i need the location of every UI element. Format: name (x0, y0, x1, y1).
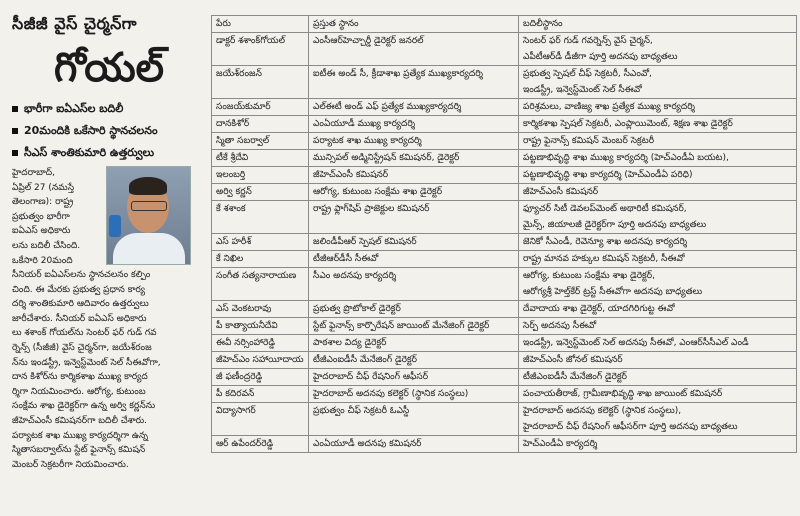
cell-name: పీ కాత్యాయనీదేవి (212, 318, 309, 335)
cell-current: హైదరాబాద్ చీఫ్ రేషనింగ్ ఆఫీసర్ (309, 369, 519, 386)
cell-new (519, 318, 797, 335)
cell-current: ఆరోగ్య, కుటుంబ సంక్షేమ శాఖ డైరెక్టర్ (309, 184, 519, 201)
table-row (212, 99, 797, 116)
table-row (212, 201, 797, 234)
transfer-table (211, 15, 797, 453)
cell-name: దానకిశోర్ (212, 116, 309, 133)
cell-new (519, 184, 797, 201)
cell-new (519, 234, 797, 251)
bullet-icon (12, 106, 18, 112)
table-row (212, 403, 797, 436)
cell-name: జయేశ్‌రంజన్ (212, 66, 309, 99)
column-header-new: బదిలీస్థానం (519, 16, 797, 33)
table-row (212, 369, 797, 386)
table-row (212, 436, 797, 453)
cell-new (519, 403, 797, 436)
cell-new-line: పరిశ్రమలు, వాణిజ్య శాఖ ప్రత్యేక ముఖ్య కార్యదర్శి (523, 102, 696, 112)
headline-kicker: సీజీజీ వైస్ చైర్మన్‌గా (12, 14, 138, 33)
cell-new-line: జెనికో సీఎండీ, రెవెన్యూ శాఖ అదనపు కార్యదర్శి (523, 237, 688, 247)
cell-name: సంగీత సత్యనారాయణ (212, 268, 309, 301)
cell-new (519, 386, 797, 403)
cell-current: స్టేట్ ఫైనాన్స్ కార్పొరేషన్ జాయింట్ మేనేజింగ్ డైరెక్టర్ (309, 318, 519, 335)
cell-current: రాష్ట్ర ఫ్లాగ్‌షిప్ ప్రాజెక్టుల కమిషనర్ (309, 201, 519, 234)
cell-name: విద్యాసాగర్ (212, 403, 309, 436)
cell-new (519, 301, 797, 318)
table-row (212, 335, 797, 352)
cell-name: ఎస్ హరీశ్ (212, 234, 309, 251)
cell-name: డాక్టర్ శశాంక్‌గోయల్ (212, 33, 309, 66)
bullet-icon (12, 150, 18, 156)
table-row (212, 116, 797, 133)
cell-current: సీఎం అదనపు కార్యదర్శి (309, 268, 519, 301)
cell-new-line: దేవాదాయ శాఖ డైరెక్టర్, యాదగిరిగుట్ట ఈవో (523, 304, 675, 314)
cell-new (519, 436, 797, 453)
cell-current: జీహెచ్ఎంసీ కమిషనర్ (309, 167, 519, 184)
cell-new-line: రాష్ట్ర ఫైనాన్స్ కమిషన్ మెంబర్ సెక్రటరీ (523, 136, 655, 146)
table-row (212, 268, 797, 301)
cell-new (519, 150, 797, 167)
cell-current: ఐటీఈ అండ్ సీ, క్రీడాశాఖ ప్రత్యేక ముఖ్యకార్యదర్శి (309, 66, 519, 99)
cell-new (519, 352, 797, 369)
bullet-item: భారీగా ఐఏఎస్‌ల బదిలీ (12, 102, 198, 118)
table-row (212, 234, 797, 251)
cell-new-line: హైదరాబాద్ చీఫ్ రేషనింగ్ ఆఫీసర్‌గా పూర్తి అదనపు బాధ్యతలు (523, 422, 738, 432)
cell-current: పాఠశాల విద్య డైరెక్టర్ (309, 335, 519, 352)
cell-current: ఎంసీఆర్‌హెచ్చార్డీ డైరెక్టర్ జనరల్ (309, 33, 519, 66)
cell-new (519, 251, 797, 268)
cell-new-line: ఫ్యూచర్ సిటీ డెవలప్‌మెంట్ అథారిటీ కమిషనర్, (523, 204, 687, 214)
cell-name: పీ కదిరవన్ (212, 386, 309, 403)
table-header-row (212, 16, 797, 33)
table-row (212, 150, 797, 167)
cell-new-line: పట్టణాభివృద్ధి శాఖ ముఖ్య కార్యదర్శి (హెచ్‌ఎండీఏ బయట), (523, 153, 729, 163)
cell-new (519, 335, 797, 352)
cell-new (519, 369, 797, 386)
cell-name: ఆర్ ఉపేందర్‌రెడ్డి (212, 436, 309, 453)
table-row (212, 352, 797, 369)
cell-new (519, 99, 797, 116)
cell-current: పర్యాటక శాఖ ముఖ్య కార్యదర్శి (309, 133, 519, 150)
cell-new-line: టీజీఎంఐడీసీ మేనేజింగ్ డైరెక్టర్ (523, 372, 627, 382)
cell-current: జలిండీపీఆర్ స్పెషల్ కమిషనర్ (309, 234, 519, 251)
article-column (0, 0, 200, 516)
table-row (212, 386, 797, 403)
cell-new-line: పట్టణాభివృద్ధి శాఖ కార్యదర్శి (హెచ్ఎండీఏ పరిధి) (523, 170, 693, 180)
cell-new-line: సెర్ప్ అదనపు సీఈవో (523, 321, 597, 331)
cell-new-line: జీహెచ్‌ఎంసీ జోనల్ కమిషనర్ (523, 355, 623, 365)
table-body (212, 33, 797, 453)
cell-new-line: జీహెచ్‌ఎంసీ కమిషనర్ (523, 187, 599, 197)
bullet-item: 20మందికి ఒకేసారి స్థానచలనం (12, 124, 198, 140)
table-row (212, 318, 797, 335)
cell-new-line: రాష్ట్ర మానవ హక్కుల కమిషన్ సెక్రటరీ, సీఈవో (523, 254, 685, 264)
cell-name: కే నిఖిల (212, 251, 309, 268)
cell-name: ఈవీ నర్సింహారెడ్డి (212, 335, 309, 352)
table-row (212, 66, 797, 99)
cell-new (519, 33, 797, 66)
cell-current: ఎంఏయూడీ ముఖ్య కార్యదర్శి (309, 116, 519, 133)
cell-name: ఎస్ వెంకటరావు (212, 301, 309, 318)
cell-name: టీకే శ్రీదేవి (212, 150, 309, 167)
cell-new (519, 66, 797, 99)
cell-current: ప్రభుత్వం చీఫ్ సెక్రటరీ ఓఎస్డీ (309, 403, 519, 436)
cell-name: కే శశాంక (212, 201, 309, 234)
cell-new-line: కార్మికశాఖ స్పెషల్ సెక్రటరీ, ఎంప్లాయిమెంట్, శిక్షణ శాఖ డైరెక్టర్ (523, 119, 733, 129)
bullet-icon (12, 128, 18, 134)
cell-new-line: హెచ్ఎండీఏ కార్యదర్శి (523, 439, 598, 449)
cell-new-line: ఎపీటీఆర్‌డీ డీజీగా పూర్తి అదనపు బాధ్యతలు (523, 52, 678, 62)
cell-new (519, 116, 797, 133)
cell-new-line: ప్రభుత్వ స్పెషల్ చీఫ్ సెక్రటరీ, సీఎంవో, (523, 69, 652, 79)
column-header-name: పేరు (212, 16, 309, 33)
cell-new-line: ఇండస్ట్రీ, ఇన్వెస్ట్‌మెంట్ సెల్ అదనపు సీఈవో, ఎంఆర్‌సీసీఎల్ ఎండీ (523, 338, 749, 348)
cell-name: అర్వి కర్ణన్ (212, 184, 309, 201)
cell-new-line: ఆరోగ్య, కుటుంబ సంక్షేమ శాఖ డైరెక్టర్, (523, 271, 655, 281)
column-header-current: ప్రస్తుత స్థానం (309, 16, 519, 33)
cell-name: జీహెచ్‌ఎం సహాయీదాయ (212, 352, 309, 369)
cell-current: టీజీఆర్‌డీసీ సీఈవో (309, 251, 519, 268)
cell-name: సంజయ్‌కుమార్ (212, 99, 309, 116)
article-body: సీనియర్ ఐఏఎస్‌లను స్థానచలనం కల్పిం చింది. ఈ మేరకు ప్రభుత్వ ప్రధాన కార్య దర్శి శాంతికుమారి ఆదివారం ఉత్తర్వులు జారీచేశారు. సీనియర్ ఐఏఎస్ అధికారు లు శశాంక్ గోయల్‌ను సెంటర్ ఫర్ గుడ్ గవ ర్నెన్స్ (సీజీజీ) వైస్ చైర్మన్‌గా, జయేశ్‌రంజ న్‌ను ఇండస్ట్రీ, ఇన్వెస్ట్‌మెంట్ సెల్ సీఈవోగా, దాన కిశోర్‌ను కార్మికశాఖ ముఖ్య కార్యద ర్శిగా నియమించారు. ఆరోగ్య, కుటుంబ సంక్షేమ శాఖ డైరెక్టర్‌గా ఉన్న అర్వి కర్ణన్‌ను జీహెచ్‌ఎంసీ కమిషనర్‌గా బదిలీ చేశారు. పర్యాటక శాఖ ముఖ్య కార్యదర్శిగా ఉన్న స్మితాసబర్వాల్‌ను స్టేట్ ఫైనాన్స్ కమిషన్ మెంబర్ సెక్రటరీగా నియమించారు. (12, 270, 161, 470)
cell-new-line: ఆరోగ్యశ్రీ హెల్త్‌కేర్ ట్రస్ట్ సీఈవోగా అదనపు బాధ్యతలు (523, 287, 703, 297)
cell-current: మున్సిపల్ అడ్మినిస్ట్రేషన్ కమిషనర్, డైరెక్టర్ (309, 150, 519, 167)
cell-new-line: పంచాయతీరాజ్, గ్రామీణాభివృద్ధి శాఖ జాయింట్ కమిషనర్ (523, 389, 723, 399)
cell-new-line: మైన్స్, జియాలజీ డైరెక్టర్‌గా పూర్తి అదనపు బాధ్యతలు (523, 220, 707, 230)
article-intro: హైదరాబాద్, ఏప్రిల్ 27 (నమస్తే తెలంగాణ): రాష్ట్ర ప్రభుత్వం భారీగా ఐఏఎస్ అధికారు లను బదిలీ చేసింది. ఒకేసారి 20మంది (12, 168, 81, 266)
bullet-item: సీఎస్ శాంతికుమారి ఉత్తర్వులు (12, 146, 198, 162)
cell-new-line: హైదరాబాద్ అదనపు కలెక్టర్ (స్థానిక సంస్థలు), (523, 406, 682, 416)
cell-new (519, 268, 797, 301)
cell-new-line: ఇండస్ట్రీ, ఇన్వెస్ట్‌మెంట్ సెల్ సీఈవో (523, 85, 642, 95)
cell-current: ఎంఏయూడీ అదనపు కమిషనర్ (309, 436, 519, 453)
cell-new (519, 167, 797, 184)
cell-new (519, 133, 797, 150)
cell-current: ప్రభుత్వ ప్రొటోకాల్ డైరెక్టర్ (309, 301, 519, 318)
cell-current: ఎల్ఈటీ అండ్ ఎఫ్ ప్రత్యేక ముఖ్యకార్యదర్శి (309, 99, 519, 116)
table-row (212, 251, 797, 268)
table-row (212, 167, 797, 184)
portrait-photo (106, 166, 191, 265)
table-row (212, 301, 797, 318)
cell-name: జీ ఫణీంద్రరెడ్డి (212, 369, 309, 386)
table-row (212, 133, 797, 150)
cell-current: టీజీఎంఐడీసీ మేనేజింగ్ డైరెక్టర్ (309, 352, 519, 369)
cell-new (519, 201, 797, 234)
cell-name: స్మితా సబర్వాల్ (212, 133, 309, 150)
cell-current: హైదరాబాద్ అదనపు కలెక్టర్ (స్థానిక సంస్థలు) (309, 386, 519, 403)
headline: గోయల్ (53, 45, 165, 91)
cell-name: ఇలంబర్తి (212, 167, 309, 184)
table-row (212, 33, 797, 66)
table-row (212, 184, 797, 201)
cell-new-line: సెంటర్ ఫర్ గుడ్ గవర్నెన్స్ వైస్ చైర్మన్, (523, 36, 653, 46)
